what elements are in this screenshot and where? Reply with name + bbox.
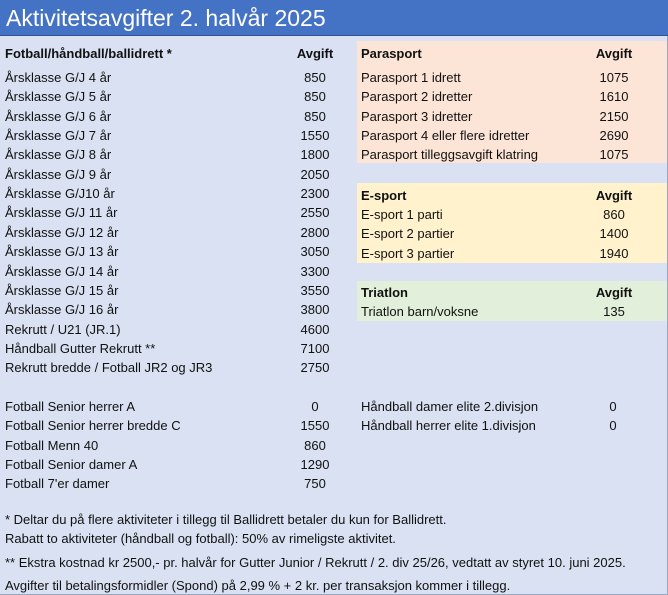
parasport-row-fee: 2150 xyxy=(599,108,629,124)
parasport-row-label: Parasport 2 idretter xyxy=(361,89,473,105)
senior-row-label: Fotball Senior herrer bredde C xyxy=(5,418,181,434)
triatlon-row xyxy=(361,302,641,321)
ballidrett-row xyxy=(5,281,342,300)
triatlon-header xyxy=(361,283,641,302)
esport-row-fee: 1400 xyxy=(599,226,629,242)
footnote-label: Rabatt to aktiviteter (håndball og fotball): 50% av rimeligste aktivitet. xyxy=(5,531,396,546)
parasport-row xyxy=(361,107,641,126)
parasport-header xyxy=(361,44,641,63)
ballidrett-row-label: Årsklasse G/J 7 år xyxy=(5,128,112,144)
parasport-header-fee: Avgift xyxy=(595,46,633,61)
ballidrett-row-label: Håndball Gutter Rekrutt ** xyxy=(5,340,156,356)
senior-row-fee: 0 xyxy=(311,399,319,414)
triatlon-header-label: Triatlon xyxy=(361,285,408,300)
parasport-row-fee: 1075 xyxy=(599,70,629,85)
senior-row-fee: 860 xyxy=(304,437,326,453)
ballidrett-row xyxy=(5,320,342,339)
footnote-label: ** Ekstra kostnad kr 2500,- pr. halvår for Gutter Junior / Rekrutt / 2. div 25/26, vedtatt av styret 10. juni 2025. xyxy=(5,555,626,570)
ballidrett-row-fee: 4600 xyxy=(300,321,330,337)
ballidrett-row xyxy=(5,126,342,145)
parasport-row-label: Parasport 1 idrett xyxy=(361,70,461,85)
handball-elite-row-fee: 0 xyxy=(609,399,617,414)
ballidrett-row xyxy=(5,262,342,281)
ballidrett-row xyxy=(5,223,342,242)
parasport-row xyxy=(361,68,641,87)
senior-row-label: Fotball 7'er damer xyxy=(5,476,110,492)
esport-row xyxy=(361,205,641,224)
senior-row xyxy=(5,455,342,474)
parasport-row-fee: 1610 xyxy=(599,89,629,105)
ballidrett-header-label: Fotball/håndball/ballidrett * xyxy=(5,46,172,61)
parasport-row-label: Parasport tilleggsavgift klatring xyxy=(361,147,539,163)
esport-row-fee: 1940 xyxy=(599,245,629,261)
ballidrett-row xyxy=(5,300,342,319)
handball-elite-row xyxy=(361,416,640,435)
ballidrett-row-fee: 3800 xyxy=(300,302,330,318)
parasport-row xyxy=(361,126,641,145)
ballidrett-row-fee: 3550 xyxy=(300,282,330,298)
ballidrett-row-fee: 2550 xyxy=(300,205,330,221)
page-title: Aktivitetsavgifter 2. halvår 2025 xyxy=(0,0,668,36)
senior-row xyxy=(5,397,342,416)
footnote-label: * Deltar du på flere aktiviteter i tillegg til Ballidrett betaler du kun for Ballidrett. xyxy=(5,512,447,527)
parasport-row xyxy=(361,145,641,164)
senior-row-label: Fotball Senior damer A xyxy=(5,456,138,472)
ballidrett-row-fee: 2300 xyxy=(300,186,330,202)
ballidrett-row-fee: 3300 xyxy=(300,263,330,279)
ballidrett-row-label: Årsklasse G/J 11 år xyxy=(5,205,118,221)
ballidrett-row-label: Årsklasse G/J 5 år xyxy=(5,89,112,105)
ballidrett-row-fee: 850 xyxy=(304,70,326,85)
ballidrett-row-label: Årsklasse G/J 9 år xyxy=(5,166,112,182)
parasport-row-label: Parasport 4 eller flere idretter xyxy=(361,127,530,143)
ballidrett-row-label: Årsklasse G/J10 år xyxy=(5,186,115,202)
parasport-row-fee: 1075 xyxy=(599,147,629,163)
senior-row-label: Fotball Menn 40 xyxy=(5,437,99,453)
ballidrett-row-label: Rekrutt bredde / Fotball JR2 og JR3 xyxy=(5,360,213,376)
ballidrett-row-label: Årsklasse G/J 15 år xyxy=(5,282,119,298)
parasport-header-label: Parasport xyxy=(361,46,422,61)
esport-header-fee: Avgift xyxy=(595,188,633,203)
ballidrett-row xyxy=(5,339,342,358)
ballidrett-header-fee: Avgift xyxy=(296,46,334,61)
ballidrett-row xyxy=(5,203,342,222)
ballidrett-row xyxy=(5,87,342,106)
esport-row xyxy=(361,224,641,243)
ballidrett-header xyxy=(5,44,342,63)
ballidrett-row xyxy=(5,242,342,261)
ballidrett-row-label: Årsklasse G/J 12 år xyxy=(5,224,119,240)
ballidrett-row-fee: 3050 xyxy=(300,244,330,260)
ballidrett-row-fee: 1550 xyxy=(300,128,330,144)
ballidrett-row-fee: 2750 xyxy=(300,360,330,376)
handball-elite-row-fee: 0 xyxy=(609,418,617,434)
senior-row xyxy=(5,474,342,493)
handball-elite-row xyxy=(361,397,640,416)
ballidrett-row-fee: 2050 xyxy=(300,166,330,182)
ballidrett-row-fee: 2800 xyxy=(300,224,330,240)
ballidrett-row-label: Årsklasse G/J 6 år xyxy=(5,108,112,124)
triatlon-row-fee: 135 xyxy=(603,304,625,319)
senior-row-fee: 1290 xyxy=(300,456,330,472)
ballidrett-row xyxy=(5,165,342,184)
ballidrett-row-fee: 7100 xyxy=(300,340,330,356)
esport-header xyxy=(361,186,641,205)
senior-row xyxy=(5,416,342,435)
ballidrett-row-label: Årsklasse G/J 14 år xyxy=(5,263,119,279)
esport-row-label: E-sport 3 partier xyxy=(361,245,455,261)
parasport-row-fee: 2690 xyxy=(599,127,629,143)
ballidrett-row xyxy=(5,68,342,87)
esport-row-label: E-sport 2 partier xyxy=(361,226,455,242)
ballidrett-row xyxy=(5,184,342,203)
ballidrett-row-label: Årsklasse G/J 4 år xyxy=(5,70,112,85)
esport-row-label: E-sport 1 parti xyxy=(361,207,443,222)
ballidrett-row xyxy=(5,107,342,126)
esport-row-fee: 860 xyxy=(603,207,625,222)
ballidrett-row-fee: 1800 xyxy=(300,147,330,163)
esport-header-label: E-sport xyxy=(361,188,407,203)
handball-elite-row-label: Håndball herrer elite 1.divisjon xyxy=(361,418,536,434)
esport-row xyxy=(361,244,641,263)
parasport-row-label: Parasport 3 idretter xyxy=(361,108,473,124)
ballidrett-row-label: Årsklasse G/J 16 år xyxy=(5,302,119,318)
ballidrett-row-label: Årsklasse G/J 8 år xyxy=(5,147,112,163)
ballidrett-row xyxy=(5,145,342,164)
senior-row-label: Fotball Senior herrer A xyxy=(5,399,136,414)
ballidrett-row xyxy=(5,358,342,377)
handball-elite-row-label: Håndball damer elite 2.divisjon xyxy=(361,399,539,414)
parasport-row xyxy=(361,87,641,106)
senior-row xyxy=(5,436,342,455)
ballidrett-row-fee: 850 xyxy=(304,89,326,105)
triatlon-header-fee: Avgift xyxy=(595,285,633,300)
footnote-label: Avgifter til betalingsformidler (Spond) på 2,99 % + 2 kr. per transaksjon kommer i tillegg. xyxy=(5,578,511,593)
senior-row-fee: 750 xyxy=(304,476,326,492)
ballidrett-row-fee: 850 xyxy=(304,108,326,124)
triatlon-row-label: Triatlon barn/voksne xyxy=(361,304,479,319)
ballidrett-row-label: Årsklasse G/J 13 år xyxy=(5,244,119,260)
ballidrett-row-label: Rekrutt / U21 (JR.1) xyxy=(5,321,121,337)
senior-row-fee: 1550 xyxy=(300,418,330,434)
